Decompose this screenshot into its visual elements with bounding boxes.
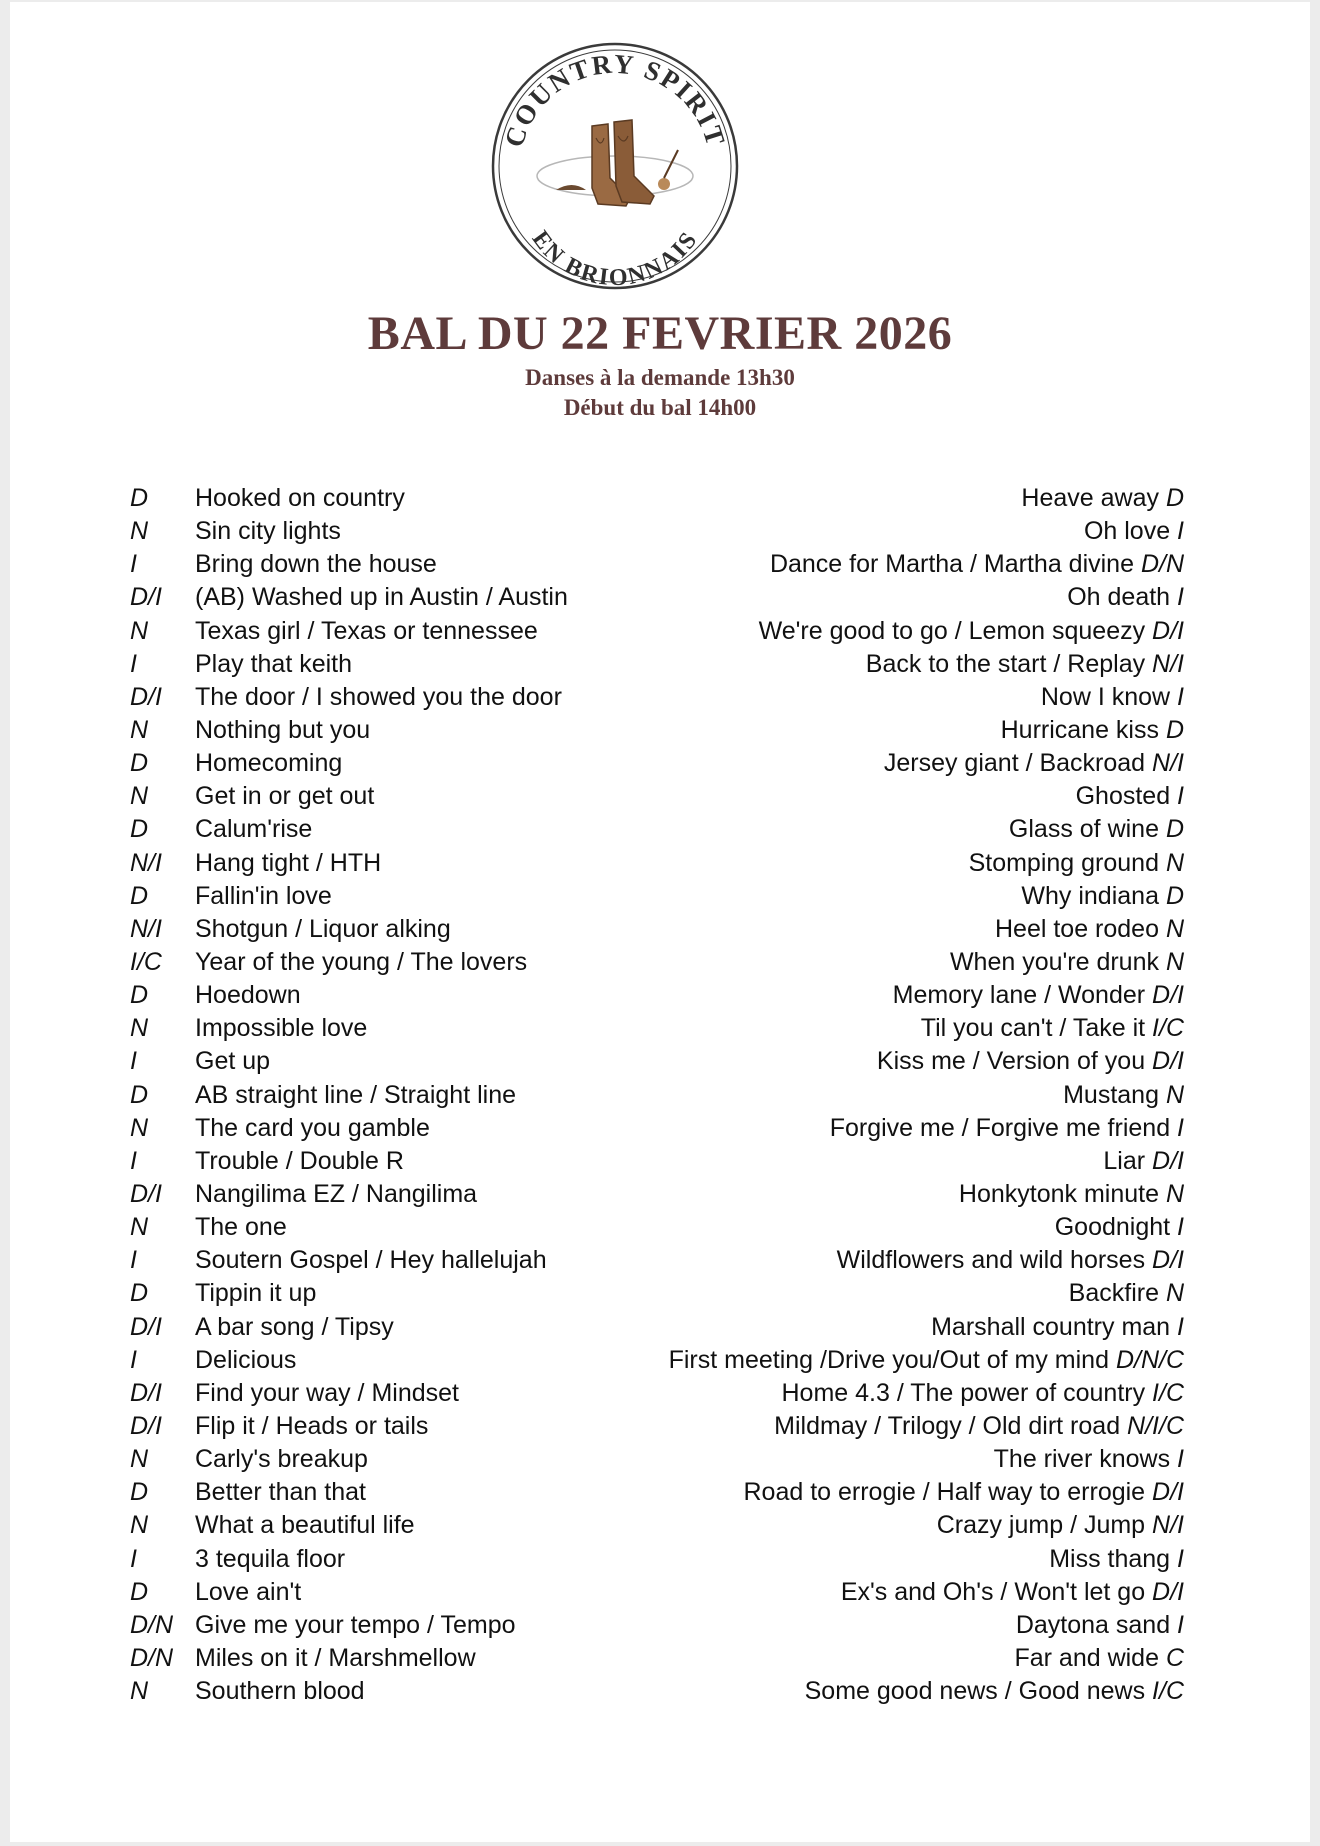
left-dance-name: Miles on it / Marshmellow <box>195 1643 476 1672</box>
left-dance-name: Carly's breakup <box>195 1445 368 1474</box>
right-entry <box>781 1377 1184 1410</box>
right-dance-name: We're good to go / Lemon squeezy <box>758 616 1153 645</box>
left-level-code: N/I <box>130 914 162 943</box>
left-level-code: N <box>130 517 149 546</box>
right-level-code: N/I/C <box>1127 1411 1184 1440</box>
list-row <box>0 913 1320 946</box>
right-level-code: I <box>1177 1544 1184 1573</box>
right-entry <box>1049 1543 1184 1576</box>
right-dance-name: When you're drunk <box>949 947 1166 976</box>
right-level-code: N/I <box>1152 1511 1184 1540</box>
right-level-code: I <box>1177 1312 1184 1341</box>
left-dance-name: Southern blood <box>195 1677 365 1706</box>
right-level-code: N/I <box>1152 649 1184 678</box>
left-dance-name: Hooked on country <box>195 484 405 512</box>
right-entry <box>1016 1609 1184 1642</box>
left-dance-name: AB straight line / Straight line <box>195 1080 516 1109</box>
list-row <box>0 1410 1320 1443</box>
left-level-code: D/I <box>130 682 162 711</box>
left-level-code: D/N <box>130 1643 174 1672</box>
left-dance-name: Hang tight / HTH <box>195 848 382 877</box>
right-level-code: D/N <box>1140 550 1184 579</box>
left-level-code: N <box>130 1113 149 1142</box>
list-row <box>0 1012 1320 1045</box>
left-dance-name: Year of the young / The lovers <box>195 947 528 976</box>
right-entry <box>995 913 1184 946</box>
right-dance-name: The river knows <box>993 1445 1178 1474</box>
right-level-code: I <box>1177 583 1184 612</box>
left-level-code: N <box>130 1014 149 1043</box>
right-entry <box>994 1443 1184 1476</box>
right-level-code: C <box>1165 1643 1184 1672</box>
left-level-code: D <box>130 1279 149 1308</box>
left-dance-name: Play that keith <box>195 649 353 678</box>
country-spirit-logo <box>480 38 750 290</box>
right-level-code: I/C <box>1152 1378 1184 1407</box>
right-level-code: I <box>1177 1213 1184 1242</box>
right-dance-name: Kiss me / Version of you <box>876 1047 1153 1076</box>
right-dance-name: Forgive me / Forgive me friend <box>829 1113 1178 1142</box>
right-level-code: N <box>1165 848 1184 877</box>
right-dance-name: Dance for Martha / Martha divine <box>769 550 1141 579</box>
right-entry <box>759 615 1184 648</box>
right-dance-name: Now I know <box>1040 682 1178 711</box>
right-dance-name: Mustang <box>1063 1080 1166 1109</box>
right-dance-name: Miss thang <box>1049 1544 1178 1573</box>
right-dance-name: Oh love <box>1083 517 1178 546</box>
left-level-code: N <box>130 1213 149 1242</box>
right-level-code: I <box>1177 1445 1184 1474</box>
list-row <box>0 946 1320 979</box>
left-dance-name: The one <box>195 1213 287 1242</box>
left-level-code: D <box>130 1577 149 1606</box>
right-level-code: N <box>1165 914 1184 943</box>
list-row <box>0 1642 1320 1675</box>
right-entry <box>1084 515 1184 548</box>
right-level-code: D/I <box>1152 1246 1184 1275</box>
subtitle-requests: Danses à la demande 13h30 <box>525 365 795 390</box>
right-level-code: D/I <box>1152 981 1184 1010</box>
list-row <box>0 615 1320 648</box>
right-level-code: I <box>1177 1113 1184 1142</box>
left-level-code: D/I <box>130 1411 162 1440</box>
right-entry <box>950 946 1184 979</box>
right-dance-name: Mildmay / Trilogy / Old dirt road <box>774 1411 1128 1440</box>
left-dance-name: The door / I showed you the door <box>195 682 562 711</box>
list-row <box>0 780 1320 813</box>
left-level-code: D/I <box>130 1378 162 1407</box>
right-dance-name: Backfire <box>1068 1279 1166 1308</box>
left-level-code: I <box>130 1345 137 1374</box>
right-entry <box>1063 1079 1184 1112</box>
left-dance-name: Find your way / Mindset <box>195 1378 459 1407</box>
right-dance-name: First meeting /Drive you/Out of my mind <box>668 1345 1116 1374</box>
list-row <box>0 1079 1320 1112</box>
right-level-code: D/I <box>1152 1146 1184 1175</box>
left-level-code: D <box>130 749 149 778</box>
right-dance-name: Til you can't / Take it <box>920 1014 1153 1043</box>
left-dance-name: Impossible love <box>195 1014 368 1043</box>
right-entry <box>1076 780 1184 813</box>
left-level-code: I <box>130 1047 137 1076</box>
left-dance-name: Flip it / Heads or tails <box>195 1411 429 1440</box>
left-dance-name: Bring down the house <box>195 550 437 579</box>
left-dance-name: 3 tequila floor <box>195 1544 346 1573</box>
right-entry <box>1001 714 1184 747</box>
right-level-code: I <box>1177 1610 1184 1639</box>
list-row <box>0 1609 1320 1642</box>
list-row <box>0 847 1320 880</box>
dance-list <box>0 482 1320 1708</box>
left-level-code: D <box>130 1478 149 1507</box>
right-dance-name: Memory lane / Wonder <box>892 981 1153 1010</box>
left-dance-name: A bar song / Tipsy <box>195 1312 394 1341</box>
subtitle-start: Début du bal 14h00 <box>563 395 757 420</box>
right-level-code: D <box>1165 715 1184 744</box>
left-level-code: I <box>130 1246 137 1275</box>
right-level-code: N <box>1165 1080 1184 1109</box>
right-dance-name: Ex's and Oh's / Won't let go <box>840 1577 1153 1606</box>
left-level-code: I <box>130 550 137 579</box>
right-level-code: N/I <box>1152 749 1184 778</box>
left-level-code: D/I <box>130 1312 162 1341</box>
list-row <box>0 1311 1320 1344</box>
left-dance-name: Better than that <box>195 1478 366 1507</box>
left-dance-name: (AB) Washed up in Austin / Austin <box>195 583 568 612</box>
right-dance-name: Road to errogie / Half way to errogie <box>743 1478 1153 1507</box>
right-entry <box>841 1576 1184 1609</box>
left-level-code: D <box>130 1080 149 1109</box>
list-row <box>0 1211 1320 1244</box>
right-dance-name: Goodnight <box>1054 1213 1178 1242</box>
left-level-code: N <box>130 782 149 811</box>
right-entry <box>805 1675 1184 1708</box>
right-entry <box>1014 1642 1184 1675</box>
list-row <box>0 813 1320 846</box>
left-dance-name: Texas girl / Texas or tennessee <box>195 616 538 645</box>
right-dance-name: Honkytonk minute <box>958 1179 1166 1208</box>
list-row <box>0 1476 1320 1509</box>
right-dance-name: Jersey giant / Backroad <box>883 749 1153 778</box>
left-level-code: D <box>130 881 149 910</box>
left-dance-name: Nothing but you <box>195 715 371 744</box>
right-entry <box>830 1112 1184 1145</box>
left-dance-name: Nangilima EZ / Nangilima <box>195 1179 478 1208</box>
right-entry <box>931 1311 1184 1344</box>
left-level-code: I <box>130 1146 137 1175</box>
left-dance-name: Fallin'in love <box>195 881 332 910</box>
left-level-code: N/I <box>130 848 162 877</box>
right-dance-name: Home 4.3 / The power of country <box>781 1378 1153 1407</box>
right-dance-name: Marshall country man <box>931 1312 1178 1341</box>
left-dance-name: What a beautiful life <box>195 1511 415 1540</box>
left-level-code: N <box>130 1445 149 1474</box>
list-row <box>0 1178 1320 1211</box>
right-entry <box>959 1178 1184 1211</box>
right-entry <box>937 1509 1184 1542</box>
list-row <box>0 1543 1320 1576</box>
left-level-code: I/C <box>130 947 162 976</box>
right-dance-name: Glass of wine <box>1008 815 1166 844</box>
list-row <box>0 515 1320 548</box>
right-dance-name: Ghosted <box>1075 782 1178 811</box>
list-row <box>0 1344 1320 1377</box>
right-dance-name: Crazy jump / Jump <box>936 1511 1153 1540</box>
right-dance-name: Heel toe rodeo <box>994 914 1166 943</box>
right-level-code: D/N/C <box>1115 1345 1184 1374</box>
right-entry <box>1067 581 1184 614</box>
right-dance-name: Oh death <box>1067 583 1178 612</box>
left-dance-name: Delicious <box>195 1345 297 1374</box>
list-row <box>0 1244 1320 1277</box>
left-level-code: N <box>130 715 149 744</box>
left-level-code: N <box>130 1677 149 1706</box>
left-dance-name: Sin city lights <box>195 517 341 546</box>
left-dance-name: Soutern Gospel / Hey hallelujah <box>195 1246 547 1275</box>
list-row <box>0 681 1320 714</box>
left-level-code: I <box>130 649 137 678</box>
logo-top-text: COUNTRY SPIRIT <box>498 48 732 151</box>
right-level-code: I <box>1177 682 1184 711</box>
left-dance-name: Calum'rise <box>195 815 313 844</box>
right-dance-name: Some good news / Good news <box>804 1677 1153 1706</box>
left-level-code: N <box>130 1511 149 1540</box>
right-level-code: D/I <box>1152 1478 1184 1507</box>
left-dance-name: Tippin it up <box>195 1279 317 1308</box>
right-entry <box>837 1244 1184 1277</box>
right-entry <box>1103 1145 1184 1178</box>
list-row <box>0 1675 1320 1708</box>
left-dance-name: Love ain't <box>195 1577 302 1606</box>
list-row <box>0 1145 1320 1178</box>
right-entry <box>893 979 1184 1012</box>
left-dance-name: Homecoming <box>195 749 343 778</box>
left-dance-name: Hoedown <box>195 981 301 1010</box>
right-level-code: D <box>1165 484 1184 512</box>
right-entry <box>877 1045 1184 1078</box>
list-row <box>0 482 1320 515</box>
logo-bottom-text: EN BRIONNAIS <box>526 226 704 290</box>
right-level-code: N <box>1165 1179 1184 1208</box>
right-entry <box>1021 482 1184 515</box>
right-entry <box>884 747 1184 780</box>
list-row <box>0 1576 1320 1609</box>
right-dance-name: Why indiana <box>1021 881 1166 910</box>
right-level-code: D <box>1165 815 1184 844</box>
right-level-code: I <box>1177 517 1184 546</box>
right-level-code: D/I <box>1152 1577 1184 1606</box>
right-entry <box>770 548 1184 581</box>
left-level-code: D/I <box>130 1179 162 1208</box>
left-level-code: D/I <box>130 583 162 612</box>
list-row <box>0 1509 1320 1542</box>
right-dance-name: Stomping ground <box>968 848 1166 877</box>
right-entry <box>1041 681 1184 714</box>
right-dance-name: Far and wide <box>1014 1643 1166 1672</box>
left-dance-name: Give me your tempo / Tempo <box>195 1610 516 1639</box>
right-entry <box>866 648 1184 681</box>
left-level-code: D <box>130 981 149 1010</box>
list-row <box>0 1443 1320 1476</box>
left-dance-name: Trouble / Double R <box>195 1146 404 1175</box>
list-row <box>0 581 1320 614</box>
right-entry <box>1055 1211 1184 1244</box>
right-dance-name: Heave away <box>1021 484 1166 512</box>
left-dance-name: Shotgun / Liquor alking <box>195 914 451 943</box>
right-entry <box>921 1012 1184 1045</box>
right-dance-name: Daytona sand <box>1015 1610 1178 1639</box>
left-dance-name: Get in or get out <box>195 782 375 811</box>
right-entry <box>1021 880 1184 913</box>
right-level-code: N <box>1165 1279 1184 1308</box>
right-entry <box>1069 1277 1184 1310</box>
right-entry <box>744 1476 1185 1509</box>
right-dance-name: Hurricane kiss <box>1000 715 1166 744</box>
right-entry <box>1009 813 1184 846</box>
right-entry <box>969 847 1184 880</box>
right-level-code: D/I <box>1152 1047 1184 1076</box>
right-dance-name: Back to the start / Replay <box>865 649 1153 678</box>
right-level-code: I/C <box>1152 1677 1184 1706</box>
list-row <box>0 714 1320 747</box>
right-level-code: I <box>1177 782 1184 811</box>
left-level-code: N <box>130 616 149 645</box>
left-level-code: D/N <box>130 1610 174 1639</box>
left-level-code: D <box>130 815 149 844</box>
right-dance-name: Wildflowers and wild horses <box>836 1246 1153 1275</box>
list-row <box>0 1377 1320 1410</box>
right-entry <box>669 1344 1184 1377</box>
left-level-code: D <box>130 484 149 512</box>
list-row <box>0 747 1320 780</box>
list-row <box>0 1112 1320 1145</box>
right-dance-name: Liar <box>1103 1146 1153 1175</box>
list-row <box>0 548 1320 581</box>
right-level-code: N <box>1165 947 1184 976</box>
list-row <box>0 880 1320 913</box>
right-level-code: I/C <box>1152 1014 1184 1043</box>
right-level-code: D/I <box>1152 616 1184 645</box>
left-level-code: I <box>130 1544 137 1573</box>
page-title: BAL DU 22 FEVRIER 2026 <box>367 307 953 360</box>
left-dance-name: The card you gamble <box>195 1113 430 1142</box>
list-row <box>0 979 1320 1012</box>
left-dance-name: Get up <box>195 1047 271 1076</box>
right-entry <box>774 1410 1184 1443</box>
right-level-code: D <box>1165 881 1184 910</box>
list-row <box>0 1277 1320 1310</box>
list-row <box>0 1045 1320 1078</box>
list-row <box>0 648 1320 681</box>
